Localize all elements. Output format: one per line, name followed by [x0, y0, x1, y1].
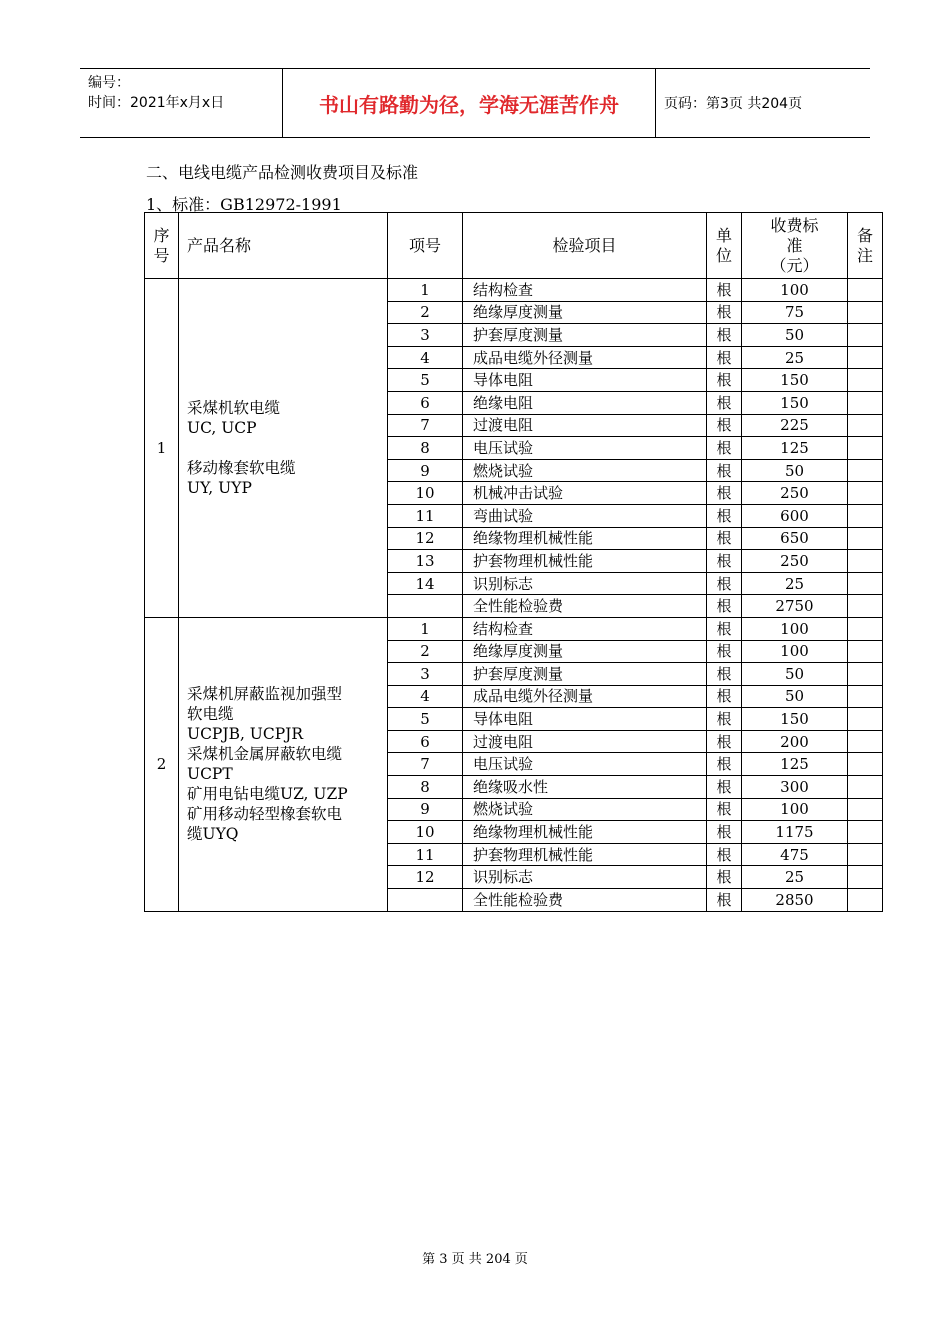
item-no-cell: 8	[388, 437, 463, 460]
remark-cell	[848, 640, 883, 663]
fee-cell: 100	[742, 279, 848, 302]
remark-cell	[848, 459, 883, 482]
product-line: UCPT	[187, 765, 233, 784]
fee-cell: 100	[742, 617, 848, 640]
remark-cell	[848, 821, 883, 844]
remark-cell	[848, 482, 883, 505]
item-name-cell: 结构检查	[463, 279, 707, 302]
item-name-cell: 弯曲试验	[463, 504, 707, 527]
fee-cell: 650	[742, 527, 848, 550]
unit-cell: 根	[707, 437, 742, 460]
header-remark: 备 注	[848, 213, 883, 279]
item-name-cell: 成品电缆外径测量	[463, 346, 707, 369]
standard-line: 1、标准：GB12972-1991	[146, 195, 342, 214]
item-name-cell: 全性能检验费	[463, 595, 707, 618]
page-footer: 第 3 页 共 204 页	[422, 1252, 528, 1267]
fee-cell: 25	[742, 346, 848, 369]
item-name-cell: 绝缘电阻	[463, 391, 707, 414]
product-line: UC, UCP	[187, 418, 257, 437]
item-no-cell: 5	[388, 369, 463, 392]
document-time: 时间：2021年x月x日	[88, 95, 225, 111]
remark-cell	[848, 504, 883, 527]
item-no-cell: 7	[388, 414, 463, 437]
unit-cell: 根	[707, 843, 742, 866]
group-seq: 1	[145, 279, 179, 618]
header-info-cell	[80, 69, 283, 137]
document-number: 编号：	[88, 75, 130, 91]
unit-cell: 根	[707, 595, 742, 618]
remark-cell	[848, 776, 883, 799]
fee-cell: 1175	[742, 821, 848, 844]
remark-cell	[848, 798, 883, 821]
item-no-cell: 13	[388, 550, 463, 573]
unit-cell: 根	[707, 324, 742, 347]
unit-cell: 根	[707, 482, 742, 505]
item-name-cell: 过渡电阻	[463, 730, 707, 753]
fee-cell: 75	[742, 301, 848, 324]
item-name-cell: 电压试验	[463, 437, 707, 460]
header-item-no: 项号	[388, 213, 463, 279]
fee-cell: 50	[742, 685, 848, 708]
fee-cell: 150	[742, 369, 848, 392]
header-unit: 单 位	[707, 213, 742, 279]
table-row	[145, 617, 883, 640]
item-name-cell: 燃烧试验	[463, 459, 707, 482]
fee-cell: 125	[742, 753, 848, 776]
item-name-cell: 识别标志	[463, 866, 707, 889]
unit-cell: 根	[707, 346, 742, 369]
unit-cell: 根	[707, 889, 742, 912]
item-name-cell: 绝缘物理机械性能	[463, 821, 707, 844]
remark-cell	[848, 595, 883, 618]
remark-cell	[848, 369, 883, 392]
product-line: 采煤机金属屏蔽软电缆	[187, 745, 343, 764]
remark-cell	[848, 685, 883, 708]
product-line	[187, 438, 381, 458]
item-name-cell: 护套厚度测量	[463, 324, 707, 347]
item-name-cell: 导体电阻	[463, 708, 707, 731]
item-no-cell: 1	[388, 617, 463, 640]
remark-cell	[848, 866, 883, 889]
item-no-cell: 4	[388, 685, 463, 708]
product-line: 采煤机软电缆	[187, 398, 281, 417]
fee-cell: 250	[742, 550, 848, 573]
remark-cell	[848, 437, 883, 460]
fee-cell: 50	[742, 459, 848, 482]
page-info: 页码：第3页 共204页	[664, 96, 803, 112]
product-line: 矿用电钻电缆UZ, UZP	[187, 785, 348, 804]
item-no-cell: 10	[388, 821, 463, 844]
unit-cell: 根	[707, 753, 742, 776]
fee-table	[144, 212, 883, 912]
remark-cell	[848, 617, 883, 640]
unit-cell: 根	[707, 550, 742, 573]
item-no-cell	[388, 889, 463, 912]
item-no-cell: 9	[388, 798, 463, 821]
table-row	[145, 279, 883, 302]
unit-cell: 根	[707, 414, 742, 437]
item-name-cell: 绝缘吸水性	[463, 776, 707, 799]
group-product-name	[179, 279, 388, 618]
fee-cell: 225	[742, 414, 848, 437]
remark-cell	[848, 663, 883, 686]
unit-cell: 根	[707, 866, 742, 889]
fee-cell: 100	[742, 640, 848, 663]
unit-cell: 根	[707, 640, 742, 663]
header-seq: 序 号	[145, 213, 179, 279]
fee-cell: 125	[742, 437, 848, 460]
header-motto-cell	[283, 69, 656, 137]
item-name-cell: 护套物理机械性能	[463, 843, 707, 866]
item-no-cell: 11	[388, 504, 463, 527]
remark-cell	[848, 550, 883, 573]
remark-cell	[848, 324, 883, 347]
page-header	[80, 68, 870, 138]
unit-cell: 根	[707, 617, 742, 640]
product-line: UCPJB, UCPJR	[187, 725, 304, 744]
item-no-cell: 6	[388, 730, 463, 753]
remark-cell	[848, 843, 883, 866]
product-line: UY, UYP	[187, 478, 252, 497]
fee-cell: 2750	[742, 595, 848, 618]
header-page-cell	[656, 69, 870, 137]
fee-cell: 50	[742, 324, 848, 347]
unit-cell: 根	[707, 391, 742, 414]
motto: 书山有路勤为径，学海无涯苦作舟	[319, 92, 619, 117]
item-no-cell: 5	[388, 708, 463, 731]
item-no-cell: 3	[388, 324, 463, 347]
item-no-cell: 7	[388, 753, 463, 776]
item-no-cell: 10	[388, 482, 463, 505]
product-line: 软电缆	[187, 705, 234, 724]
unit-cell: 根	[707, 730, 742, 753]
remark-cell	[848, 414, 883, 437]
item-no-cell: 12	[388, 527, 463, 550]
item-no-cell: 14	[388, 572, 463, 595]
fee-cell: 200	[742, 730, 848, 753]
item-name-cell: 护套厚度测量	[463, 663, 707, 686]
item-no-cell: 6	[388, 391, 463, 414]
header-fee: 收费标 准 （元）	[742, 213, 848, 279]
item-name-cell: 结构检查	[463, 617, 707, 640]
remark-cell	[848, 301, 883, 324]
product-line: 采煤机屏蔽监视加强型	[187, 685, 343, 704]
fee-cell: 300	[742, 776, 848, 799]
unit-cell: 根	[707, 798, 742, 821]
header-product: 产品名称	[179, 213, 388, 279]
unit-cell: 根	[707, 685, 742, 708]
item-name-cell: 电压试验	[463, 753, 707, 776]
product-line: 矿用移动轻型橡套软电	[187, 805, 343, 824]
remark-cell	[848, 279, 883, 302]
item-no-cell: 3	[388, 663, 463, 686]
item-name-cell: 导体电阻	[463, 369, 707, 392]
fee-cell: 475	[742, 843, 848, 866]
item-name-cell: 燃烧试验	[463, 798, 707, 821]
product-line: 缆UYQ	[187, 825, 239, 844]
item-name-cell: 成品电缆外径测量	[463, 685, 707, 708]
remark-cell	[848, 346, 883, 369]
table-body	[145, 279, 883, 912]
item-name-cell: 全性能检验费	[463, 889, 707, 912]
item-name-cell: 绝缘物理机械性能	[463, 527, 707, 550]
fee-cell: 150	[742, 708, 848, 731]
unit-cell: 根	[707, 572, 742, 595]
unit-cell: 根	[707, 708, 742, 731]
group-seq: 2	[145, 617, 179, 911]
remark-cell	[848, 889, 883, 912]
unit-cell: 根	[707, 301, 742, 324]
item-no-cell	[388, 595, 463, 618]
item-no-cell: 1	[388, 279, 463, 302]
unit-cell: 根	[707, 821, 742, 844]
fee-cell: 600	[742, 504, 848, 527]
item-no-cell: 2	[388, 301, 463, 324]
remark-cell	[848, 708, 883, 731]
remark-cell	[848, 527, 883, 550]
item-name-cell: 绝缘厚度测量	[463, 301, 707, 324]
remark-cell	[848, 391, 883, 414]
table-header-row	[145, 213, 883, 279]
header-item: 检验项目	[463, 213, 707, 279]
item-no-cell: 4	[388, 346, 463, 369]
remark-cell	[848, 730, 883, 753]
item-name-cell: 机械冲击试验	[463, 482, 707, 505]
item-no-cell: 11	[388, 843, 463, 866]
fee-cell: 25	[742, 866, 848, 889]
unit-cell: 根	[707, 459, 742, 482]
item-no-cell: 12	[388, 866, 463, 889]
unit-cell: 根	[707, 279, 742, 302]
item-no-cell: 8	[388, 776, 463, 799]
unit-cell: 根	[707, 776, 742, 799]
unit-cell: 根	[707, 663, 742, 686]
remark-cell	[848, 572, 883, 595]
unit-cell: 根	[707, 527, 742, 550]
fee-cell: 250	[742, 482, 848, 505]
item-no-cell: 2	[388, 640, 463, 663]
item-name-cell: 护套物理机械性能	[463, 550, 707, 573]
group-product-name	[179, 617, 388, 911]
unit-cell: 根	[707, 504, 742, 527]
remark-cell	[848, 753, 883, 776]
fee-cell: 100	[742, 798, 848, 821]
fee-cell: 2850	[742, 889, 848, 912]
section-title: 二、电线电缆产品检测收费项目及标准	[146, 163, 419, 182]
item-name-cell: 识别标志	[463, 572, 707, 595]
item-no-cell: 9	[388, 459, 463, 482]
item-name-cell: 绝缘厚度测量	[463, 640, 707, 663]
item-name-cell: 过渡电阻	[463, 414, 707, 437]
fee-cell: 150	[742, 391, 848, 414]
fee-cell: 50	[742, 663, 848, 686]
unit-cell: 根	[707, 369, 742, 392]
product-line: 移动橡套软电缆	[187, 458, 296, 477]
fee-cell: 25	[742, 572, 848, 595]
